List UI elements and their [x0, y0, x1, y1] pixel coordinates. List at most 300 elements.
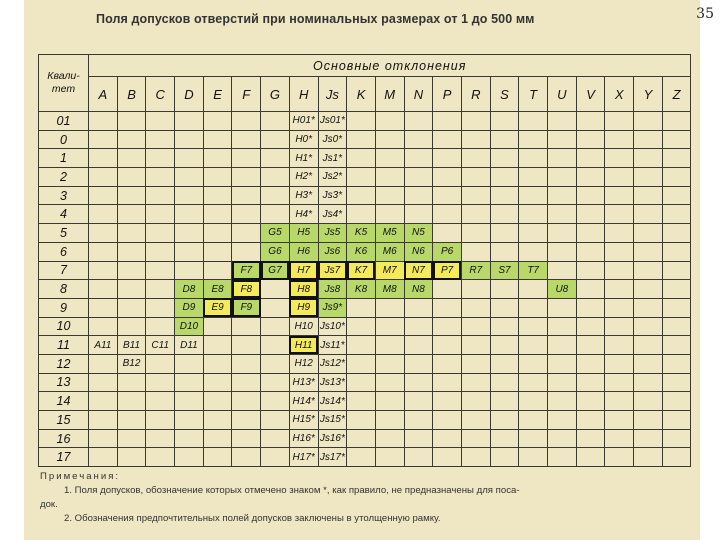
tolerance-cell: F9: [232, 298, 261, 317]
empty-cell: [662, 411, 691, 430]
empty-cell: [89, 168, 118, 187]
empty-cell: [404, 186, 433, 205]
empty-cell: [461, 411, 490, 430]
empty-cell: [261, 149, 290, 168]
tolerance-cell: Js0*: [318, 130, 347, 149]
empty-cell: [662, 354, 691, 373]
empty-cell: [347, 392, 376, 411]
empty-cell: [375, 298, 404, 317]
tolerance-cell: P7: [433, 261, 462, 280]
empty-cell: [490, 130, 519, 149]
deviation-letter-t: T: [519, 77, 548, 112]
empty-cell: [261, 373, 290, 392]
empty-cell: [519, 317, 548, 336]
tolerance-table: [38, 54, 691, 467]
qualitet-label: 15: [39, 411, 89, 430]
qualitet-header: Квали- тет: [39, 55, 89, 112]
empty-cell: [203, 261, 232, 280]
empty-cell: [375, 354, 404, 373]
empty-cell: [433, 411, 462, 430]
table-row: [39, 336, 691, 355]
table-row: [39, 448, 691, 467]
empty-cell: [605, 373, 634, 392]
tolerance-cell: Js01*: [318, 112, 347, 131]
tolerance-cell: U8: [548, 280, 577, 299]
empty-cell: [662, 448, 691, 467]
empty-cell: [461, 298, 490, 317]
deviation-letter-m: M: [375, 77, 404, 112]
empty-cell: [203, 336, 232, 355]
empty-cell: [662, 224, 691, 243]
empty-cell: [375, 112, 404, 131]
empty-cell: [519, 336, 548, 355]
empty-cell: [605, 317, 634, 336]
empty-cell: [490, 411, 519, 430]
tolerance-cell: F8: [232, 280, 261, 299]
empty-cell: [347, 298, 376, 317]
table-row: [39, 168, 691, 187]
deviation-letter-p: P: [433, 77, 462, 112]
empty-cell: [461, 317, 490, 336]
empty-cell: [203, 130, 232, 149]
empty-cell: [433, 205, 462, 224]
empty-cell: [89, 261, 118, 280]
tolerance-cell: H6: [289, 242, 318, 261]
empty-cell: [605, 354, 634, 373]
qualitet-label: 8: [39, 280, 89, 299]
deviations-group-header: Основные отклонения: [89, 55, 691, 77]
empty-cell: [232, 392, 261, 411]
empty-cell: [261, 411, 290, 430]
empty-cell: [175, 373, 204, 392]
empty-cell: [117, 317, 146, 336]
empty-cell: [634, 448, 663, 467]
tolerance-cell: Js2*: [318, 168, 347, 187]
empty-cell: [576, 168, 605, 187]
empty-cell: [404, 392, 433, 411]
tolerance-cell: D9: [175, 298, 204, 317]
empty-cell: [89, 130, 118, 149]
empty-cell: [203, 205, 232, 224]
empty-cell: [634, 411, 663, 430]
empty-cell: [146, 429, 175, 448]
empty-cell: [375, 373, 404, 392]
empty-cell: [433, 354, 462, 373]
empty-cell: [433, 298, 462, 317]
tolerance-cell: M5: [375, 224, 404, 243]
empty-cell: [605, 149, 634, 168]
empty-cell: [576, 336, 605, 355]
empty-cell: [146, 242, 175, 261]
empty-cell: [175, 112, 204, 131]
empty-cell: [404, 112, 433, 131]
tolerance-cell: Js6: [318, 242, 347, 261]
empty-cell: [576, 373, 605, 392]
tolerance-cell: D11: [175, 336, 204, 355]
empty-cell: [89, 205, 118, 224]
empty-cell: [146, 149, 175, 168]
empty-cell: [404, 336, 433, 355]
empty-cell: [605, 411, 634, 430]
empty-cell: [634, 186, 663, 205]
empty-cell: [232, 205, 261, 224]
empty-cell: [433, 224, 462, 243]
empty-cell: [347, 373, 376, 392]
tolerance-cell: Js1*: [318, 149, 347, 168]
empty-cell: [634, 261, 663, 280]
empty-cell: [548, 429, 577, 448]
table-row: [39, 373, 691, 392]
tolerance-cell: Js14*: [318, 392, 347, 411]
empty-cell: [433, 168, 462, 187]
empty-cell: [576, 392, 605, 411]
tolerance-cell: P6: [433, 242, 462, 261]
empty-cell: [203, 186, 232, 205]
table-row: [39, 392, 691, 411]
empty-cell: [576, 130, 605, 149]
tolerance-cell: Js12*: [318, 354, 347, 373]
empty-cell: [490, 354, 519, 373]
empty-cell: [662, 149, 691, 168]
empty-cell: [548, 317, 577, 336]
empty-cell: [117, 130, 146, 149]
empty-cell: [117, 149, 146, 168]
empty-cell: [548, 242, 577, 261]
empty-cell: [261, 280, 290, 299]
empty-cell: [117, 224, 146, 243]
empty-cell: [433, 392, 462, 411]
deviation-letter-y: Y: [634, 77, 663, 112]
deviation-letter-u: U: [548, 77, 577, 112]
empty-cell: [519, 411, 548, 430]
empty-cell: [519, 205, 548, 224]
deviation-letter-d: D: [175, 77, 204, 112]
empty-cell: [117, 186, 146, 205]
empty-cell: [461, 205, 490, 224]
tolerance-cell: H5: [289, 224, 318, 243]
empty-cell: [548, 130, 577, 149]
empty-cell: [146, 298, 175, 317]
empty-cell: [461, 149, 490, 168]
empty-cell: [662, 429, 691, 448]
empty-cell: [461, 168, 490, 187]
empty-cell: [203, 411, 232, 430]
empty-cell: [375, 205, 404, 224]
empty-cell: [519, 186, 548, 205]
empty-cell: [490, 373, 519, 392]
empty-cell: [634, 112, 663, 131]
table-row: [39, 205, 691, 224]
empty-cell: [232, 224, 261, 243]
empty-cell: [117, 280, 146, 299]
deviation-letter-f: F: [232, 77, 261, 112]
note-1-continuation: док.: [40, 499, 58, 510]
tolerance-cell: H13*: [289, 373, 318, 392]
empty-cell: [261, 429, 290, 448]
tolerance-cell: M7: [375, 261, 404, 280]
qualitet-label: 10: [39, 317, 89, 336]
empty-cell: [461, 242, 490, 261]
empty-cell: [232, 448, 261, 467]
empty-cell: [605, 112, 634, 131]
empty-cell: [203, 112, 232, 131]
tolerance-cell: N5: [404, 224, 433, 243]
empty-cell: [232, 149, 261, 168]
empty-cell: [146, 168, 175, 187]
empty-cell: [261, 205, 290, 224]
empty-cell: [433, 429, 462, 448]
empty-cell: [433, 336, 462, 355]
empty-cell: [347, 130, 376, 149]
empty-cell: [662, 242, 691, 261]
empty-cell: [634, 130, 663, 149]
tolerance-cell: H8: [289, 280, 318, 299]
table-row: [39, 186, 691, 205]
empty-cell: [519, 298, 548, 317]
page-title: Поля допусков отверстий при номинальных размерах от 1 до 500 мм: [96, 12, 535, 26]
empty-cell: [404, 448, 433, 467]
empty-cell: [117, 205, 146, 224]
qualitet-label: 3: [39, 186, 89, 205]
empty-cell: [89, 280, 118, 299]
empty-cell: [404, 205, 433, 224]
qualitet-label: 7: [39, 261, 89, 280]
empty-cell: [634, 336, 663, 355]
empty-cell: [375, 317, 404, 336]
empty-cell: [347, 186, 376, 205]
empty-cell: [576, 411, 605, 430]
empty-cell: [203, 242, 232, 261]
empty-cell: [576, 429, 605, 448]
deviation-letter-b: B: [117, 77, 146, 112]
empty-cell: [261, 130, 290, 149]
empty-cell: [404, 317, 433, 336]
table-row: [39, 130, 691, 149]
empty-cell: [461, 429, 490, 448]
empty-cell: [117, 112, 146, 131]
empty-cell: [548, 411, 577, 430]
empty-cell: [175, 448, 204, 467]
deviation-letter-c: C: [146, 77, 175, 112]
empty-cell: [146, 280, 175, 299]
qualitet-label: 17: [39, 448, 89, 467]
empty-cell: [662, 168, 691, 187]
empty-cell: [261, 317, 290, 336]
empty-cell: [89, 354, 118, 373]
empty-cell: [347, 448, 376, 467]
empty-cell: [203, 317, 232, 336]
empty-cell: [490, 317, 519, 336]
empty-cell: [261, 392, 290, 411]
empty-cell: [490, 205, 519, 224]
table-row: [39, 242, 691, 261]
tolerance-cell: H3*: [289, 186, 318, 205]
qualitet-label: 5: [39, 224, 89, 243]
empty-cell: [175, 242, 204, 261]
tolerance-cell: H16*: [289, 429, 318, 448]
empty-cell: [576, 298, 605, 317]
qualitet-label: 14: [39, 392, 89, 411]
empty-cell: [662, 373, 691, 392]
empty-cell: [634, 149, 663, 168]
empty-cell: [261, 298, 290, 317]
empty-cell: [232, 373, 261, 392]
empty-cell: [548, 224, 577, 243]
empty-cell: [519, 373, 548, 392]
deviation-letter-r: R: [461, 77, 490, 112]
empty-cell: [232, 242, 261, 261]
tolerance-cell: H4*: [289, 205, 318, 224]
empty-cell: [519, 168, 548, 187]
empty-cell: [89, 448, 118, 467]
empty-cell: [89, 392, 118, 411]
empty-cell: [519, 224, 548, 243]
empty-cell: [117, 298, 146, 317]
qualitet-label: 12: [39, 354, 89, 373]
tolerance-cell: Js8: [318, 280, 347, 299]
deviation-letter-a: A: [89, 77, 118, 112]
tolerance-cell: H17*: [289, 448, 318, 467]
qualitet-label: 9: [39, 298, 89, 317]
tolerance-cell: Js4*: [318, 205, 347, 224]
tolerance-cell: H12: [289, 354, 318, 373]
empty-cell: [605, 242, 634, 261]
qualitet-label: 13: [39, 373, 89, 392]
empty-cell: [404, 149, 433, 168]
qualitet-label: 1: [39, 149, 89, 168]
empty-cell: [203, 354, 232, 373]
tolerance-cell: H11: [289, 336, 318, 355]
empty-cell: [576, 224, 605, 243]
empty-cell: [433, 186, 462, 205]
tolerance-cell: G6: [261, 242, 290, 261]
empty-cell: [232, 317, 261, 336]
deviation-letter-h: H: [289, 77, 318, 112]
page-number: 35: [696, 6, 714, 22]
empty-cell: [203, 448, 232, 467]
empty-cell: [576, 354, 605, 373]
empty-cell: [347, 168, 376, 187]
empty-cell: [662, 317, 691, 336]
deviation-letter-k: K: [347, 77, 376, 112]
tolerance-cell: K7: [347, 261, 376, 280]
empty-cell: [548, 298, 577, 317]
empty-cell: [146, 448, 175, 467]
empty-cell: [175, 168, 204, 187]
empty-cell: [490, 186, 519, 205]
empty-cell: [203, 373, 232, 392]
tolerance-cell: Js15*: [318, 411, 347, 430]
table-row: [39, 429, 691, 448]
empty-cell: [605, 448, 634, 467]
empty-cell: [461, 112, 490, 131]
empty-cell: [146, 411, 175, 430]
empty-cell: [117, 448, 146, 467]
table-row: [39, 411, 691, 430]
empty-cell: [461, 130, 490, 149]
empty-cell: [117, 429, 146, 448]
tolerance-cell: E8: [203, 280, 232, 299]
empty-cell: [146, 354, 175, 373]
empty-cell: [605, 168, 634, 187]
tolerance-cell: E9: [203, 298, 232, 317]
empty-cell: [347, 205, 376, 224]
empty-cell: [490, 280, 519, 299]
empty-cell: [146, 130, 175, 149]
empty-cell: [605, 298, 634, 317]
empty-cell: [519, 280, 548, 299]
empty-cell: [605, 186, 634, 205]
table-row: [39, 224, 691, 243]
empty-cell: [89, 317, 118, 336]
empty-cell: [89, 373, 118, 392]
empty-cell: [146, 261, 175, 280]
tolerance-cell: K8: [347, 280, 376, 299]
tolerance-cell: M8: [375, 280, 404, 299]
empty-cell: [89, 149, 118, 168]
empty-cell: [519, 429, 548, 448]
empty-cell: [404, 429, 433, 448]
tolerance-cell: Js3*: [318, 186, 347, 205]
empty-cell: [662, 112, 691, 131]
empty-cell: [203, 392, 232, 411]
tolerance-cell: N7: [404, 261, 433, 280]
empty-cell: [375, 130, 404, 149]
empty-cell: [605, 205, 634, 224]
empty-cell: [548, 373, 577, 392]
tolerance-cell: Js11*: [318, 336, 347, 355]
tolerance-cell: H10: [289, 317, 318, 336]
empty-cell: [634, 168, 663, 187]
empty-cell: [89, 224, 118, 243]
deviation-letter-e: E: [203, 77, 232, 112]
empty-cell: [146, 317, 175, 336]
tolerance-cell: Js9*: [318, 298, 347, 317]
note-1: 1. Поля допусков, обозначение которых отмечено знаком *, как правило, не предназначены для поса-: [64, 485, 520, 496]
empty-cell: [576, 205, 605, 224]
empty-cell: [461, 336, 490, 355]
tolerance-cell: R7: [461, 261, 490, 280]
empty-cell: [548, 392, 577, 411]
tolerance-cell: G7: [261, 261, 290, 280]
empty-cell: [146, 373, 175, 392]
empty-cell: [232, 354, 261, 373]
deviation-letter-x: X: [605, 77, 634, 112]
empty-cell: [662, 280, 691, 299]
tolerance-cell: N8: [404, 280, 433, 299]
empty-cell: [490, 168, 519, 187]
empty-cell: [203, 149, 232, 168]
empty-cell: [433, 130, 462, 149]
tolerance-cell: C11: [146, 336, 175, 355]
empty-cell: [347, 112, 376, 131]
empty-cell: [375, 168, 404, 187]
empty-cell: [548, 149, 577, 168]
empty-cell: [175, 354, 204, 373]
table-row: [39, 149, 691, 168]
empty-cell: [605, 336, 634, 355]
empty-cell: [203, 429, 232, 448]
empty-cell: [662, 392, 691, 411]
empty-cell: [347, 149, 376, 168]
empty-cell: [519, 354, 548, 373]
qualitet-label: 11: [39, 336, 89, 355]
empty-cell: [175, 429, 204, 448]
empty-cell: [576, 186, 605, 205]
tolerance-cell: Js10*: [318, 317, 347, 336]
qualitet-label: 2: [39, 168, 89, 187]
empty-cell: [347, 317, 376, 336]
